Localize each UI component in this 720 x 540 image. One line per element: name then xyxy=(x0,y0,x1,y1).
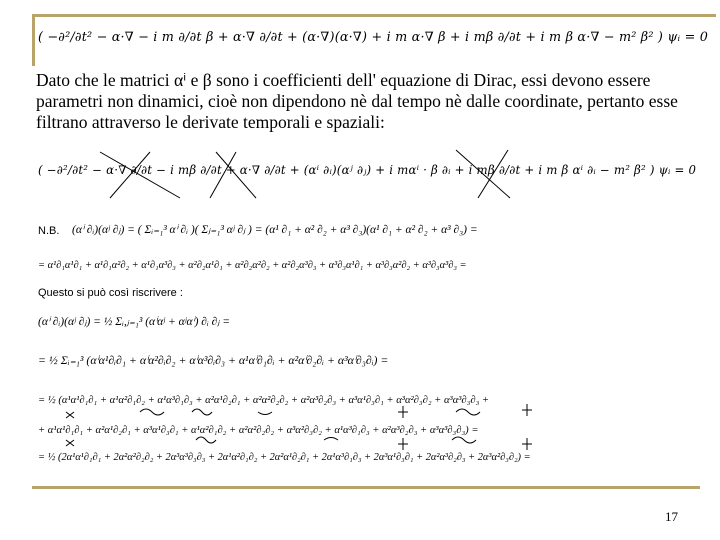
line-half-1: = ½ (α¹α¹∂₁∂₁ + α¹α²∂₁∂₂ + α¹α³∂₁∂₃ + α²α¹∂₂∂₁ + α²α²∂₂∂₂ + α²α³∂₂∂₃ + α³α¹∂₃∂₁ + α³α²∂₃∂₂ + α³α³∂₃∂₃ + xyxy=(38,395,490,406)
tilde-mark xyxy=(452,437,476,443)
left-rule xyxy=(32,14,35,66)
tilde-mark xyxy=(324,438,338,441)
tilde-mark xyxy=(258,412,272,415)
rewrite-label: Questo si può così riscrivere : xyxy=(38,287,183,299)
nb-label: N.B. xyxy=(38,225,60,237)
nb-line: (αⁱ ∂ᵢ)(αʲ ∂ⱼ) = ( Σᵢ₌₁³ αⁱ ∂ᵢ )( Σⱼ₌₁³ αʲ ∂ⱼ ) = (α¹ ∂₁ + α² ∂₂ + α³ ∂₃)(α¹ ∂₁ + α² ∂₂ + α³ ∂₃) = xyxy=(72,224,478,236)
paragraph: Dato che le matrici αⁱ e β sono i coefficienti dell' equazione di Dirac, essi devono essere parametri non dinamici, cioè non dipendono nè dal tempo nè dalle coordinate, pertanto esse filtrano attraverso le derivate temporali e spaziali: xyxy=(36,70,678,132)
plus-mark xyxy=(398,438,408,450)
cross-mark xyxy=(66,412,74,418)
line-final: = ½ (2α¹α¹∂₁∂₁ + 2α²α²∂₂∂₂ + 2α³α³∂₃∂₃ + 2α¹α²∂₁∂₂ + 2α²α¹∂₂∂₁ + 2α¹α³∂₁∂₃ + 2α³α¹∂₃∂₁ + 2α²α³∂₂∂₃ + 2α³α²∂₃∂₂) = xyxy=(38,452,531,463)
tilde-mark xyxy=(196,437,216,443)
tilde-mark xyxy=(140,409,164,415)
top-rule xyxy=(32,14,716,17)
line-rewrite: (αⁱ ∂ᵢ)(αʲ ∂ⱼ) = ½ Σᵢ,ⱼ₌₁³ (αⁱαʲ + αʲαⁱ) ∂ᵢ ∂ⱼ = xyxy=(38,316,231,328)
line-half-2: + α¹α¹∂₁∂₁ + α²α¹∂₂∂₁ + α³α¹∂₃∂₁ + α¹α²∂₁∂₂ + α²α²∂₂∂₂ + α³α²∂₃∂₂ + α¹α³∂₁∂₃ + α²α³∂₂∂₃ + α³α³∂₃∂₃) = xyxy=(38,425,479,436)
plus-mark xyxy=(522,438,532,450)
tilde-mark xyxy=(456,409,480,415)
page-number: 17 xyxy=(665,509,678,524)
tilde-mark xyxy=(192,409,212,415)
line-sum: = ½ Σᵢ₌₁³ (αⁱα¹∂ᵢ∂₁ + αⁱα²∂ᵢ∂₂ + αⁱα³∂ᵢ∂₃ + α¹αⁱ∂₁∂ᵢ + α²αⁱ∂₂∂ᵢ + α³αⁱ∂₃∂ᵢ) = xyxy=(38,353,389,367)
line-expand: = α¹∂₁α¹∂₁ + α¹∂₁α²∂₂ + α¹∂₁α³∂₃ + α²∂₂α¹∂₁ + α²∂₂α²∂₂ + α²∂₂α³∂₃ + α³∂₃α¹∂₁ + α³∂₃α²∂₂ + α³∂₃α³∂₃ = xyxy=(38,260,467,271)
plus-mark xyxy=(522,404,532,416)
bottom-rule xyxy=(32,486,700,489)
equation-top: ( −∂²/∂t² − α·∇ − i m ∂/∂t β + α·∇ ∂/∂t + (α·∇)(α·∇) + i m α·∇ β + i mβ ∂/∂t + i m β α·∇ − m² β² ) ψᵢ = 0 xyxy=(38,30,709,45)
plus-mark xyxy=(398,406,408,418)
cross-mark xyxy=(66,440,74,446)
equation-second: ( −∂²/∂t² − α·∇ ∂/∂t − i mβ ∂/∂t + α·∇ ∂/∂t + (αⁱ ∂ᵢ)(αʲ ∂ⱼ) + i mαⁱ · β ∂ᵢ + i mβ ∂/∂t + i m β αⁱ ∂ᵢ − m² β² ) ψᵢ = 0 xyxy=(38,163,697,177)
